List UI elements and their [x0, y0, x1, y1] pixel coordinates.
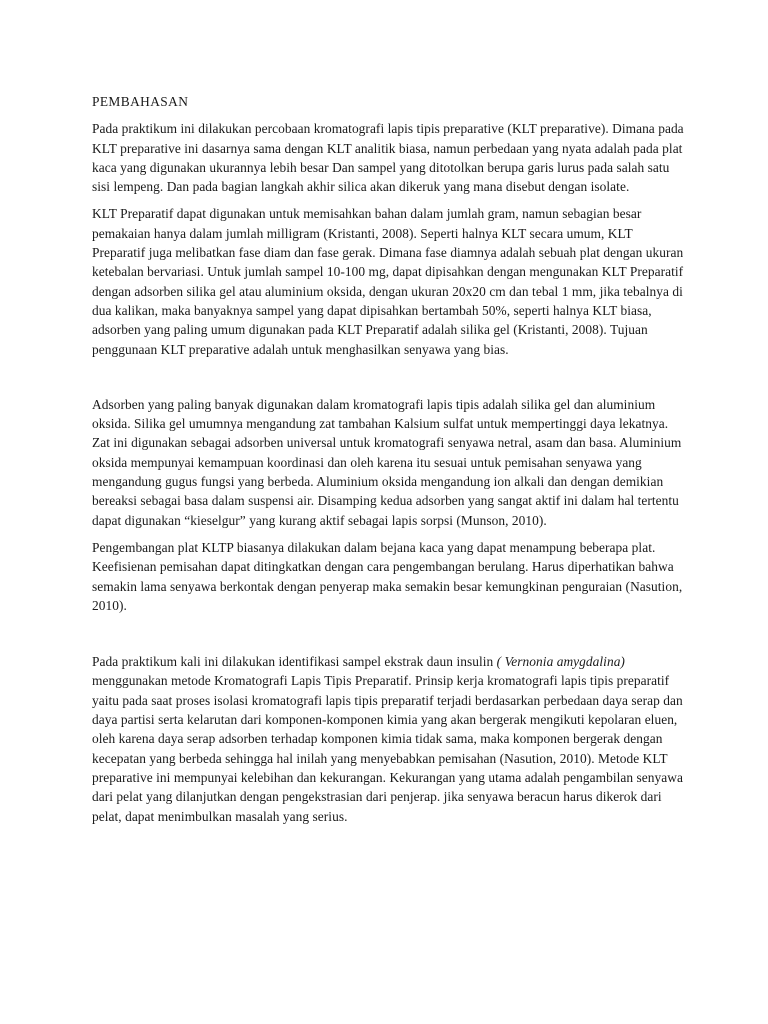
paragraph-spacer — [92, 623, 687, 652]
section-heading: PEMBAHASAN — [92, 94, 189, 109]
paragraph-3: Adsorben yang paling banyak digunakan dalam kromatografi lapis tipis adalah silika gel dan aluminium oksida. Silika gel umumnya mengandung zat tambahan Kalsium sulfat untuk mempertinggi daya lekatnya. Zat ini digunakan sebagai adsorben universal untuk kromatografi senyawa netral, asam dan basa. Aluminium oksida mempunyai kemampuan koordinasi dan oleh karena itu sesuai untuk pemisahan senyawa yang mengandung gugus fungsi yang berbeda. Aluminium oksida mengandung ion alkali dan dengan demikian bereaksi sebagai basa dalam suspensi air. Disamping kedua adsorben yang sangat aktif ini dalam hal tertentu dapat digunakan “kieselgur” yang kurang aktif sebagai lapis sorpsi (Munson, 2010). — [92, 396, 682, 528]
paragraph-5-text-start: Pada praktikum kali ini dilakukan identifikasi sampel ekstrak daun insulin — [92, 654, 497, 670]
document-body — [92, 92, 687, 834]
paragraph-4: Pengembangan plat KLTP biasanya dilakukan dalam bejana kaca yang dapat menampung beberapa plat. Keefisienan pemisahan dapat ditingkatkan dengan cara pengembangan berulang. Harus diperhatikan bahwa semakin lama senyawa berkontak dengan penyerap maka semakin besar kemungkinan penguraian (Nasution, 2010). — [92, 539, 683, 613]
paragraph-2: KLT Preparatif dapat digunakan untuk memisahkan bahan dalam jumlah gram, namun sebagian besar pemakaian hanya dalam jumlah milligram (Kristanti, 2008). Seperti halnya KLT secara umum, KLT Preparatif juga melibatkan fase diam dan fase gerak. Dimana fase diamnya adalah sebuah plat dengan ukuran ketebalan bervariasi. Untuk jumlah sampel 10-100 mg, dapat dipisahkan dengan mengunakan KLT Preparatif dengan adsorben silika gel atau aluminium oksida, dengan ukuran 20x20 cm dan tebal 1 mm, jika tebalnya di dua kalikan, maka banyaknya sampel yang dapat dipisahkan bertambah 50%, seperti halnya KLT biasa, adsorben yang paling umum digunakan pada KLT Preparatif adalah silika gel (Kristanti, 2008). Tujuan penggunaan KLT preparative adalah untuk menghasilkan senyawa yang bias. — [92, 206, 684, 357]
paragraph-5-text-end: menggunakan metode Kromatografi Lapis Tipis Preparatif. Prinsip kerja kromatografi lapis tipis preparatif yaitu pada saat proses isolasi kromatografi lapis tipis preparatif terjadi berdasarkan perbedaan daya serap dan daya partisi serta kelarutan dari komponen-komponen kimia yang akan bergerak mengikuti kepolaran eluen, oleh karena daya serap adsorben terhadap komponen kimia tidak sama, maka komponen bergerak dengan kecepatan yang berbeda sehingga hal inilah yang menyebabkan pemisahan (Nasution, 2010). Metode KLT preparative ini mempunyai kelebihan dan kekurangan. Kekurangan yang utama adalah pengambilan senyawa dari pelat yang dilanjutkan dengan pengekstrasian dari penjerap. jika senyawa beracun harus dikerok dari pelat, dapat menimbulkan masalah yang serius. — [92, 673, 683, 824]
paragraph-5 — [92, 652, 687, 826]
paragraph-spacer — [92, 367, 687, 395]
paragraph-1: Pada praktikum ini dilakukan percobaan kromatografi lapis tipis preparative (KLT preparative). Dimana pada KLT preparative ini dasarnya sama dengan KLT analitik biasa, namun perbedaan yang nyata adalah pada plat kaca yang digunakan ukurannya lebih besar Dan sampel yang ditotolkan berupa garis lurus pada salah satu sisi lempeng. Dan pada bagian langkah akhir silica akan dikeruk yang mana disebut dengan isolate. — [92, 121, 684, 195]
species-name-italic: ( Vernonia amygdalina) — [496, 654, 625, 670]
